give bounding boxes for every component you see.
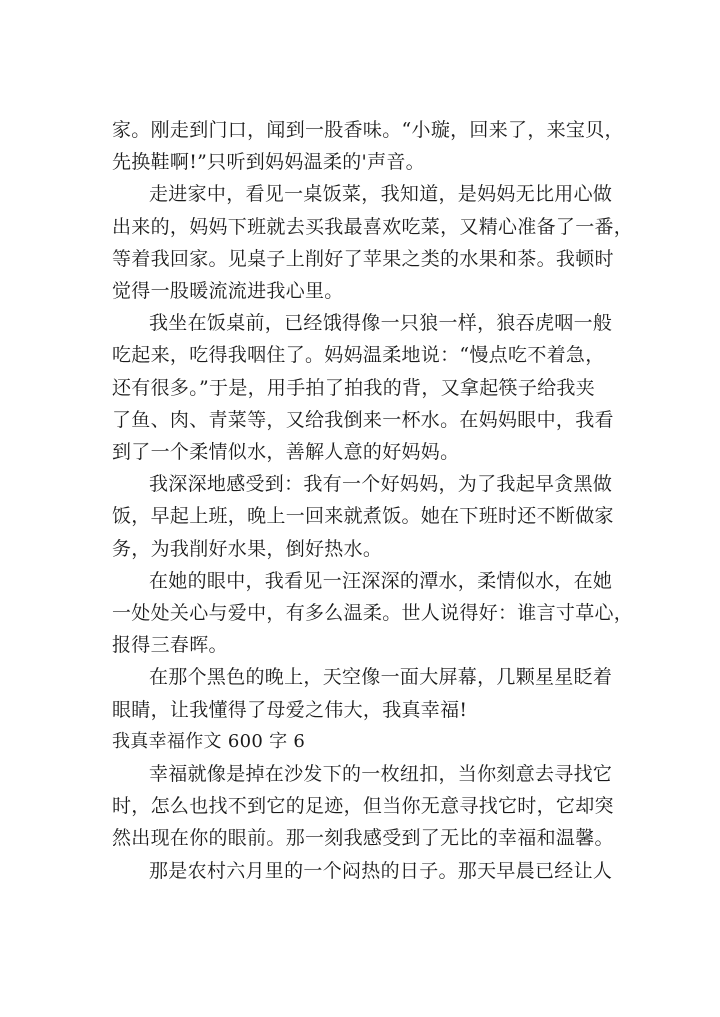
text-line: 在那个黑色的晚上，天空像一面大屏幕，几颗星星眨着 bbox=[149, 666, 613, 689]
text-line: 先换鞋啊!”只听到妈妈温柔的'声音。 bbox=[112, 151, 425, 174]
text-line: 走进家中，看见一桌饭菜，我知道，是妈妈无比用心做 bbox=[149, 183, 613, 206]
text-line: 一处处关心与爱中，有多么温柔。世人说得好：谁言寸草心， bbox=[112, 602, 634, 625]
text-line: 到了一个柔情似水，善解人意的好妈妈。 bbox=[112, 441, 460, 464]
paragraph-8 bbox=[112, 855, 624, 887]
text-line: 家。刚走到门口，闻到一股香味。“小璇，回来了，来宝贝， bbox=[112, 119, 624, 141]
paragraph-6 bbox=[112, 661, 624, 725]
section-heading bbox=[112, 726, 624, 758]
text-line: 眼睛，让我懂得了母爱之伟大，我真幸福! bbox=[112, 698, 468, 721]
text-line: 务，为我削好水果，倒好热水。 bbox=[112, 537, 383, 560]
text-line: 在她的眼中，我看见一汪深深的潭水，柔情似水，在她 bbox=[149, 569, 613, 592]
text-line: 我深深地感受到：我有一个好妈妈，为了我起早贪黑做 bbox=[149, 473, 613, 496]
paragraph-5 bbox=[112, 565, 634, 662]
text-line: 报得三春晖。 bbox=[112, 634, 228, 657]
text-line: 吃起来，吃得我咽住了。妈妈温柔地说：“慢点吃不着急， bbox=[112, 344, 605, 367]
text-line: 时，怎么也找不到它的足迹，但当你无意寻找它时，它却突 bbox=[112, 795, 614, 818]
text-line: 饭，早起上班，晚上一回来就煮饭。她在下班时还不断做家 bbox=[112, 505, 614, 528]
text-line: 出来的，妈妈下班就去买我最喜欢吃菜，又精心准备了一番， bbox=[112, 215, 634, 238]
paragraph-4 bbox=[112, 468, 624, 565]
text-line: 那是农村六月里的一个闷热的日子。那天早晨已经让人 bbox=[149, 859, 613, 882]
text-line: 等着我回家。见桌子上削好了苹果之类的水果和茶。我顿时 bbox=[112, 247, 614, 270]
text-line: 了鱼、肉、青菜等，又给我倒来一杯水。在妈妈眼中，我看 bbox=[112, 408, 614, 431]
text-line: 觉得一股暖流流进我心里。 bbox=[112, 280, 344, 303]
text-line: 幸福就像是掉在沙发下的一枚纽扣，当你刻意去寻找它 bbox=[149, 763, 613, 786]
text-line: 我坐在饭桌前，已经饿得像一只狼一样，狼吞虎咽一般 bbox=[149, 312, 613, 335]
paragraph-1 bbox=[112, 114, 624, 178]
paragraph-3 bbox=[112, 307, 624, 468]
document-body bbox=[112, 114, 634, 887]
paragraph-2 bbox=[112, 178, 634, 307]
text-line: 还有很多。”于是，用手拍了拍我的背，又拿起筷子给我夹 bbox=[112, 376, 596, 399]
text-line: 然出现在你的眼前。那一刻我感受到了无比的幸福和温馨。 bbox=[112, 827, 614, 850]
paragraph-7 bbox=[112, 758, 624, 855]
heading-text: 我真幸福作文 600 字 6 bbox=[112, 730, 306, 752]
